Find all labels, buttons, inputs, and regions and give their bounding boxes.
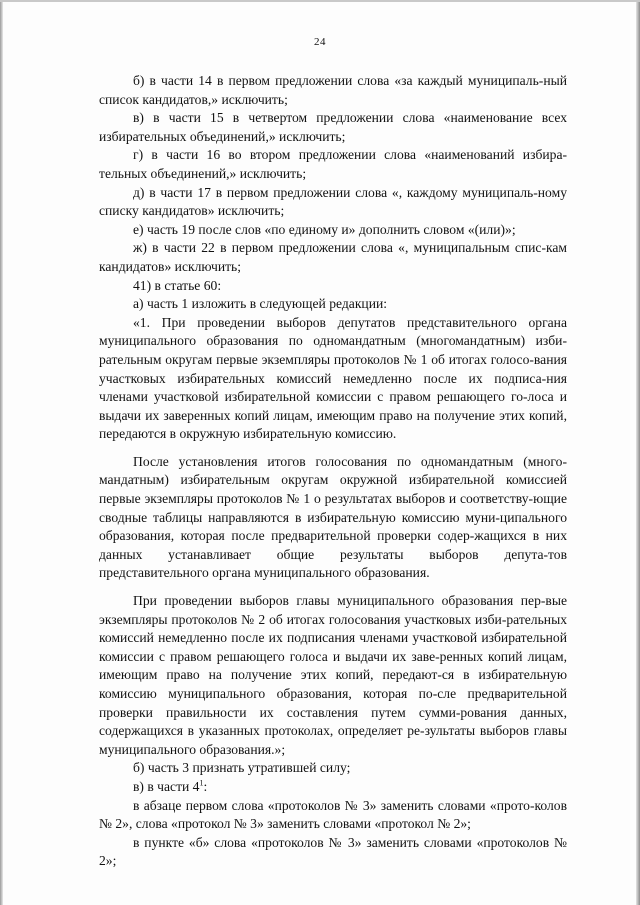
scan-edge-left xyxy=(0,0,3,905)
paragraph-v-part15: в) в части 15 в четвертом предложении слова «наименование всех избирательных объединений,» исключить; xyxy=(99,110,567,144)
paragraph-v-part4 xyxy=(99,778,567,797)
paragraph-a-part1: а) часть 1 изложить в следующей редакции: xyxy=(133,296,388,312)
paragraph-g-part16: г) в части 16 во втором предложении слова «наименований избира-тельных объединений,» исключить; xyxy=(99,147,567,181)
part4-colon: : xyxy=(203,778,208,794)
paragraph-b-part3: б) часть 3 признать утратившей силу; xyxy=(133,760,351,776)
part4-text: в) в части 4 xyxy=(133,778,200,794)
paragraph-d-part17: д) в части 17 в первом предложении слова «, каждому муниципаль-ному списку кандидатов» исключить; xyxy=(99,184,567,219)
paragraph-quote-1: «1. При проведении выборов депутатов представительного органа муниципального образования по одномандатным (многомандатным) изби-рательным округам первые экземпляры протоколов № 1 об итогах голосо-вания участковых избирательных комиссий немедленно после их подписа-ния членами участковой избирательной комиссии с правом решающего го-лоса и выдачи их заверенных копий лицам, имеющим право на получение этих копий, передаются в окружную избирательную комиссию. xyxy=(99,314,567,442)
scan-edge-right xyxy=(636,0,640,905)
page-number: 24 xyxy=(314,36,326,48)
paragraph-quote-3: При проведении выборов главы муниципального образования пер-вые экземпляры протоколов № 2 об итогах голосования участковых изби-рательных комиссий немедленно после их подписания членами участковой избирательной комиссии с правом решающего голоса и выдачи их заве-ренных копий лицам, имеющим право на получение этих копий, передают-ся в избирательную комиссию муниципального образования, которая по-сле предварительной проверки правильности их составления путем сумми-рования данных, содержащихся в указанных протоколах, определяет ре-зультаты выборов главы муниципального образования.»; xyxy=(99,593,567,757)
paragraph-b-part14: б) в части 14 в первом предложении слова «за каждый муниципаль-ный список кандидатов,» исключить; xyxy=(99,73,567,107)
part4-superscript: 1 xyxy=(199,778,204,788)
scan-edge-top xyxy=(0,0,640,2)
paragraph-zh-part22: ж) в части 22 в первом предложении слова «, муниципальным спис-кам кандидатов» исключить; xyxy=(99,240,567,274)
paragraph-item-41: 41) в статье 60: xyxy=(133,277,222,293)
paragraph-punkt-b: в пункте «б» слова «протоколов № 3» заменить словами «протоколов № 2»; xyxy=(99,834,567,869)
paragraph-quote-2: После установления итогов голосования по одномандатным (много-мандатным) избирательным округам окружной избирательной комиссией первые экземпляры протоколов № 1 о результатах выборов и соответству-ющие сводные таблицы направляются в избирательную комиссию муни-ципального образования, которая после предварительной проверки содер-жащихся в них данных устанавливает общие результаты выборов депута-тов представительного органа муниципального образования. xyxy=(99,453,567,581)
document-body xyxy=(99,72,567,871)
paragraph-first-abzac: в абзаце первом слова «протоколов № 3» заменить словами «прото-колов № 2», слова «протокол № 3» заменить словами «протокол № 2»; xyxy=(99,797,567,832)
paragraph-e-part19: е) часть 19 после слов «по единому и» дополнить словом «(или)»; xyxy=(133,221,516,237)
